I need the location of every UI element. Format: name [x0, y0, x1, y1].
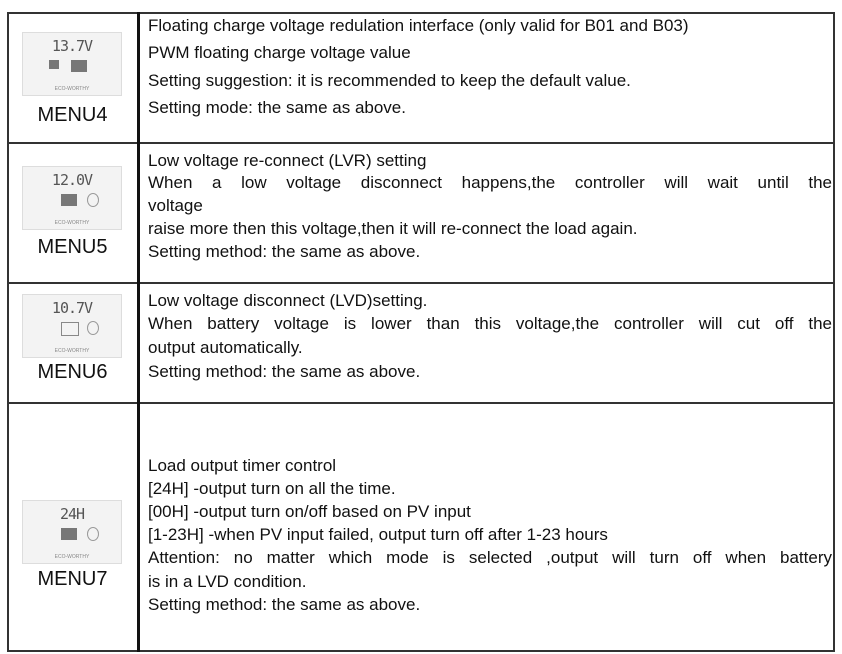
- description-line: Setting mode: the same as above.: [148, 98, 406, 117]
- description-line: [24H] -output turn on all the time.: [148, 479, 396, 498]
- battery-icon: [61, 322, 79, 336]
- description-line: [1-23H] -when PV input failed, output turn off after 1-23 hours: [148, 525, 608, 544]
- battery-icon: [61, 194, 77, 206]
- lcd-value: 12.0V: [51, 171, 93, 189]
- description-line: Setting method: the same as above.: [148, 242, 421, 261]
- row-divider: [7, 282, 835, 284]
- row-divider: [7, 142, 835, 144]
- description-line: PWM floating charge voltage value: [148, 43, 411, 62]
- description-line: Setting method: the same as above.: [148, 595, 421, 614]
- menu-label: MENU6: [37, 361, 108, 383]
- description-line: raise more then this voltage,then it will re-connect the load again.: [148, 219, 638, 238]
- solar-panel-icon: [49, 60, 59, 69]
- lcd-value: 24H: [59, 505, 85, 523]
- bulb-icon: [87, 527, 99, 541]
- lcd-value: 10.7V: [51, 299, 93, 317]
- description-line: Low voltage disconnect (LVD)setting.: [148, 291, 428, 310]
- description-line: [00H] -output turn on/off based on PV input: [148, 502, 471, 521]
- description-line: Setting method: the same as above.: [148, 362, 421, 381]
- description-line: Floating charge voltage redulation interface (only valid for B01 and B03): [148, 16, 689, 35]
- lcd-display-image: [22, 32, 122, 96]
- description-line: Attention: no matter which mode is selected ,output will turn off when battery: [148, 548, 832, 567]
- menu-label: MENU4: [37, 104, 108, 126]
- menu-label: MENU7: [37, 568, 108, 590]
- row-divider: [7, 402, 835, 404]
- battery-icon: [71, 60, 87, 72]
- description-line: Load output timer control: [148, 456, 337, 475]
- bulb-icon: [87, 193, 99, 207]
- brand-logo: ECO-WORTHY: [54, 220, 90, 226]
- brand-logo: ECO-WORTHY: [54, 554, 90, 560]
- description-line: Low voltage re-connect (LVR) setting: [148, 151, 427, 170]
- timer-battery-icon: [61, 528, 77, 540]
- description-line: output automatically.: [148, 338, 303, 357]
- description-line: When battery voltage is lower than this voltage,the controller will cut off the: [148, 314, 832, 333]
- menu-label: MENU5: [37, 236, 108, 258]
- brand-logo: ECO-WORTHY: [54, 348, 90, 354]
- lcd-display-image: [22, 500, 122, 564]
- description-line: When a low voltage disconnect happens,the controller will wait until the: [148, 173, 832, 192]
- description-line: is in a LVD condition.: [148, 572, 307, 591]
- lcd-value: 13.7V: [51, 37, 93, 55]
- lcd-display-image: [22, 166, 122, 230]
- column-divider: [137, 12, 140, 652]
- bulb-icon: [87, 321, 99, 335]
- description-line: voltage: [148, 196, 203, 215]
- description-line: Setting suggestion: it is recommended to keep the default value.: [148, 71, 631, 90]
- lcd-display-image: [22, 294, 122, 358]
- brand-logo: ECO-WORTHY: [54, 86, 90, 92]
